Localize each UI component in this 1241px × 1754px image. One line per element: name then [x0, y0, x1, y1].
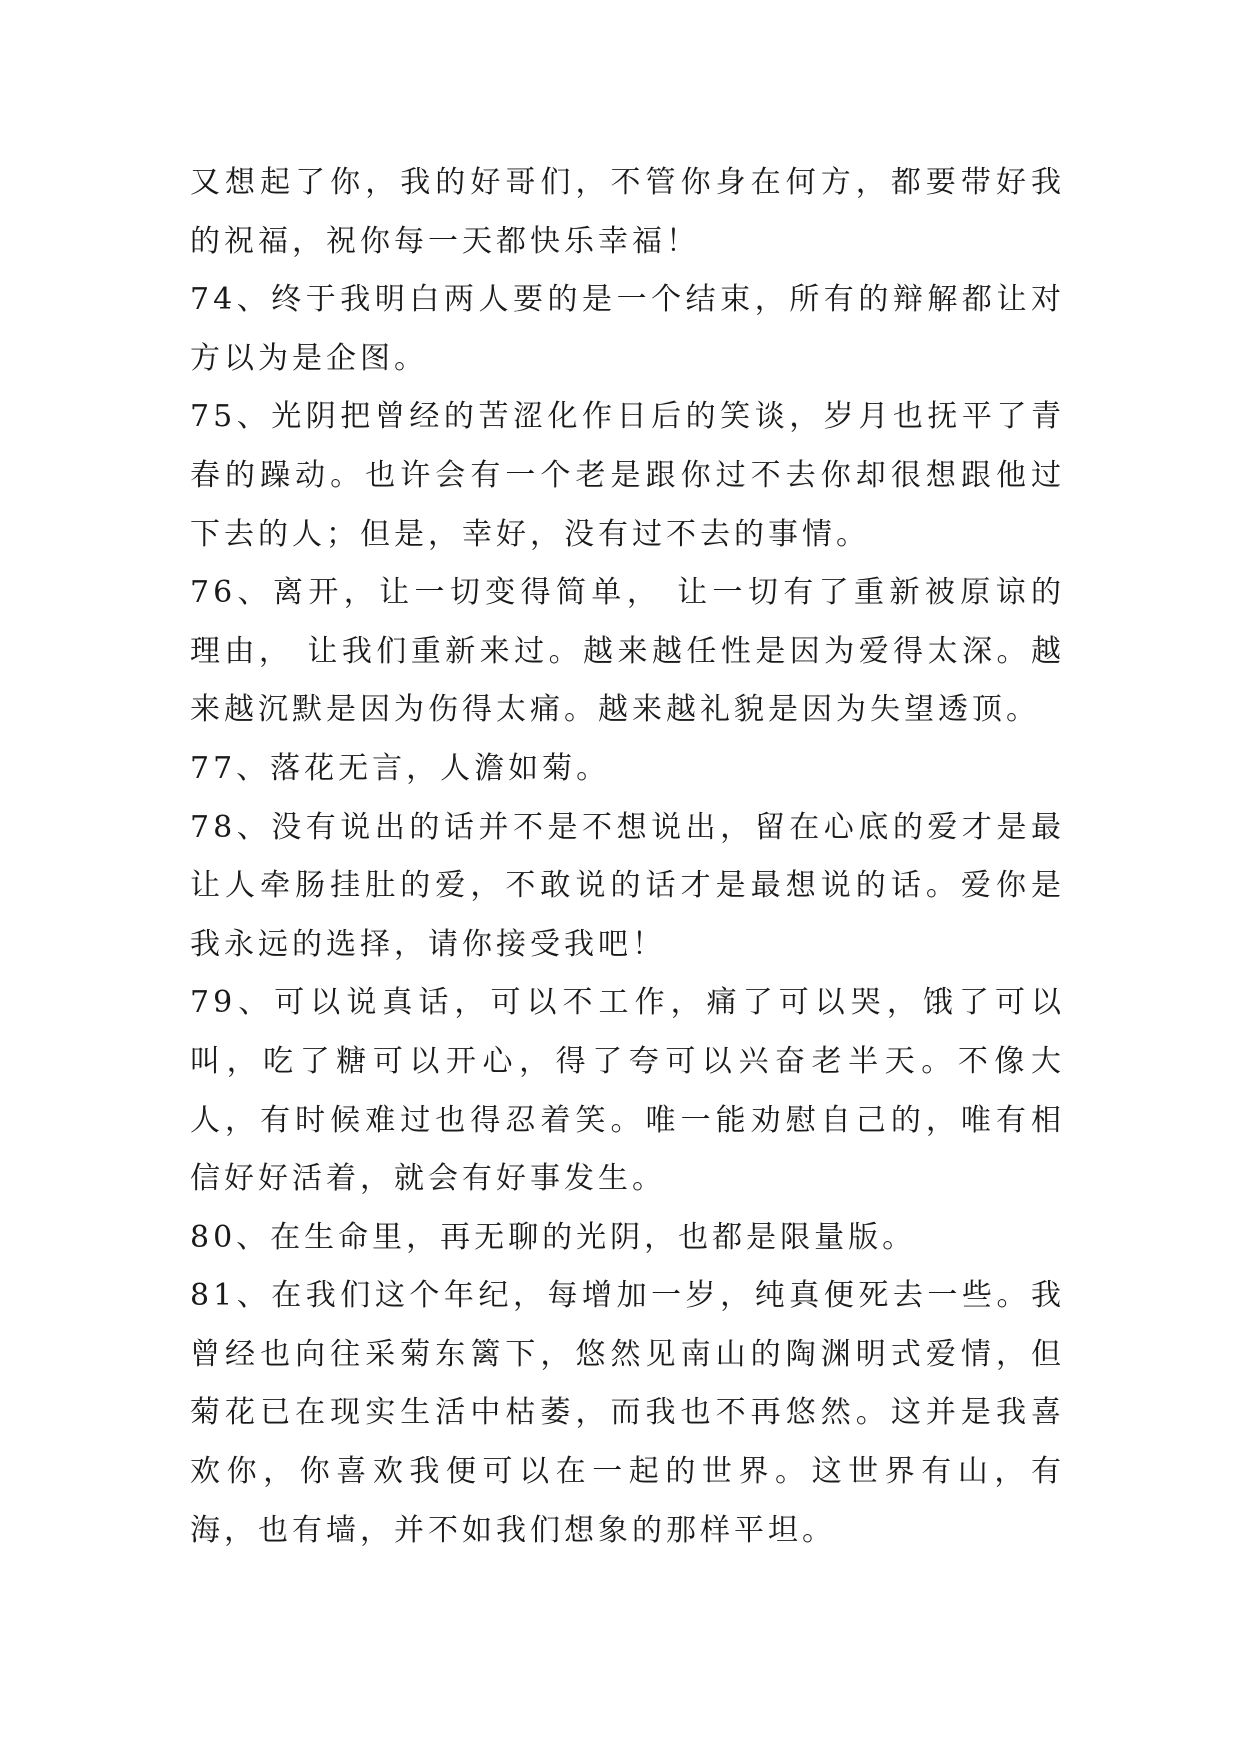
- paragraph-75: 75、光阴把曾经的苦涩化作日后的笑谈，岁月也抚平了青春的躁动。也许会有一个老是跟你过不去你却很想跟他过下去的人；但是，幸好，没有过不去的事情。: [190, 399, 1065, 552]
- document-body: [190, 154, 1065, 1560]
- paragraph-78: 78、没有说出的话并不是不想说出，留在心底的爱才是最让人牵肠挂肚的爱，不敢说的话才是最想说的话。爱你是我永远的选择，请你接受我吧！: [190, 809, 1065, 962]
- paragraph-79: 79、可以说真话，可以不工作，痛了可以哭，饿了可以叫，吃了糖可以开心，得了夸可以兴奋老半天。不像大人，有时候难过也得忍着笑。唯一能劝慰自己的，唯有相信好好活着，就会有好事发生。: [190, 985, 1065, 1197]
- paragraph-77: 77、落花无言，人澹如菊。: [190, 750, 611, 786]
- paragraph-continuation: 又想起了你，我的好哥们，不管你身在何方，都要带好我的祝福，祝你每一天都快乐幸福！: [190, 165, 1065, 259]
- paragraph-80: 80、在生命里，再无聊的光阴，也都是限量版。: [190, 1219, 917, 1255]
- paragraph-81: 81、在我们这个年纪，每增加一岁，纯真便死去一些。我曾经也向往采菊东篱下，悠然见南山的陶渊明式爱情，但菊花已在现实生活中枯萎，而我也不再悠然。这并是我喜欢你，你喜欢我便可以在一起的世界。这世界有山，有海，也有墙，并不如我们想象的那样平坦。: [190, 1278, 1065, 1548]
- paragraph-74: 74、终于我明白两人要的是一个结束，所有的辩解都让对方以为是企图。: [190, 282, 1065, 376]
- paragraph-76: 76、离开，让一切变得简单， 让一切有了重新被原谅的理由， 让我们重新来过。越来越任性是因为爱得太深。越来越沉默是因为伤得太痛。越来越礼貌是因为失望透顶。: [190, 575, 1065, 728]
